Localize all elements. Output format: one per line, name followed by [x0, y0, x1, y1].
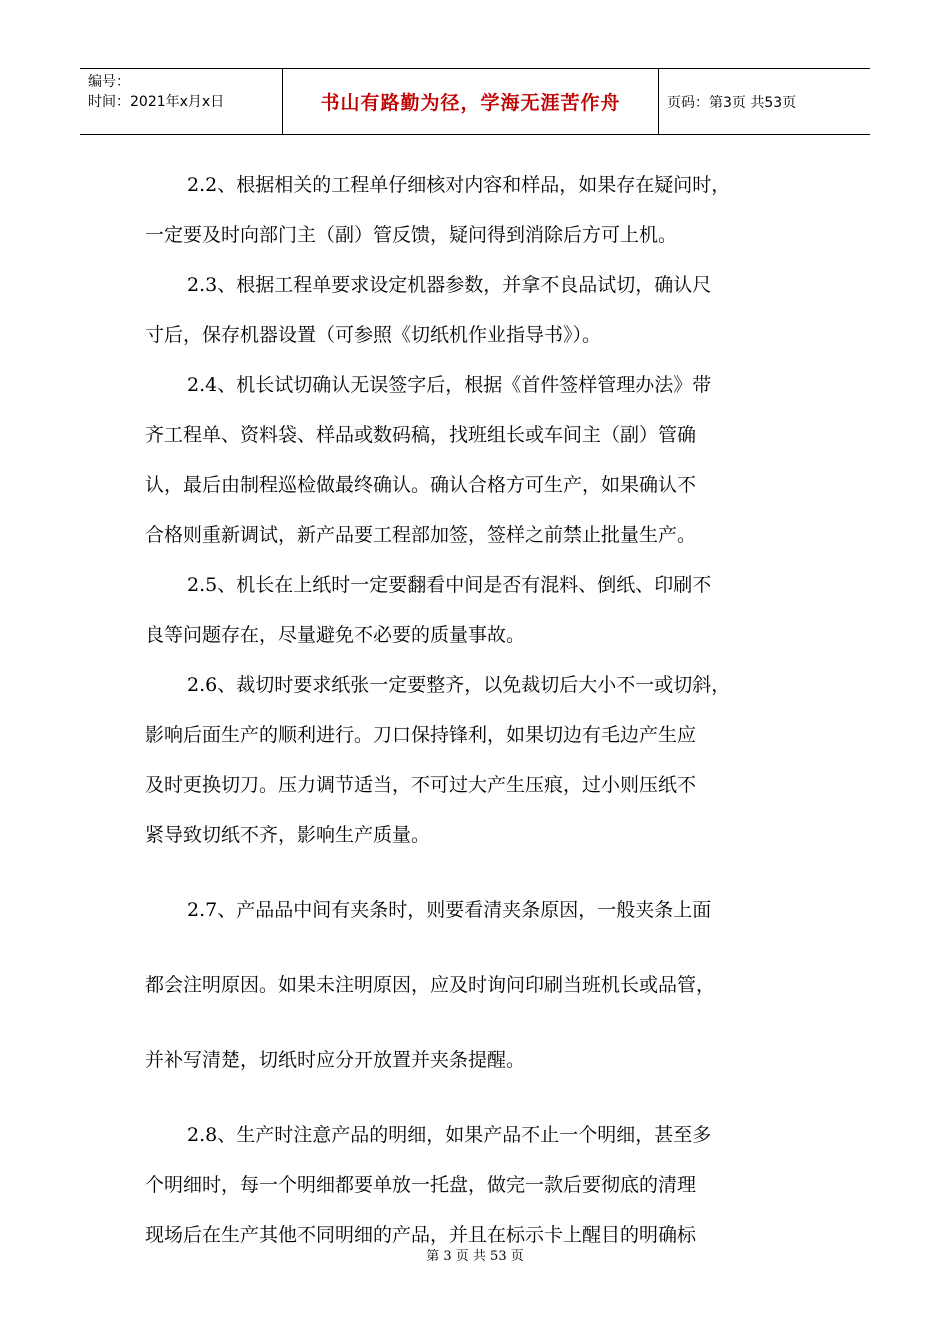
- document-body: [145, 160, 815, 1260]
- motto-text: 书山有路勤为径，学海无涯苦作舟: [320, 92, 621, 114]
- page-footer: 第 3 页 共 53 页: [426, 1249, 524, 1264]
- paragraph-2-3-line-2: 寸后，保存机器设置（可参照《切纸机作业指导书》）。: [145, 324, 602, 346]
- paragraph-2-4-line-4: 合格则重新调试，新产品要工程部加签，签样之前禁止批量生产。: [145, 524, 697, 546]
- paragraph-2-7-line-3: 并补写清楚，切纸时应分开放置并夹条提醒。: [145, 1049, 526, 1071]
- time-label: 时间：2021年x月x日: [88, 94, 225, 110]
- line-spacer: [145, 1010, 815, 1035]
- line-spacer: [145, 935, 815, 960]
- paragraph-2-5-line-1: 2.5、机长在上纸时一定要翻看中间是否有混料、倒纸、印刷不: [187, 574, 712, 596]
- paragraph-2-2-line-1: 2.2、根据相关的工程单仔细核对内容和样品，如果存在疑问时，: [187, 174, 731, 196]
- paragraph-2-8-line-3: 现场后在生产其他不同明细的产品，并且在标示卡上醒目的明确标: [145, 1224, 697, 1246]
- paragraph-2-6-line-1: 2.6、裁切时要求纸张一定要整齐，以免裁切后大小不一或切斜，: [187, 674, 731, 696]
- header-motto-cell: [283, 69, 659, 134]
- paragraph-2-3-line-1: 2.3、根据工程单要求设定机器参数，并拿不良品试切，确认尺: [187, 274, 712, 296]
- paragraph-2-6-line-2: 影响后面生产的顺利进行。刀口保持锋利，如果切边有毛边产生应: [145, 724, 697, 746]
- header-meta: [80, 69, 283, 134]
- header-page-info-cell: [659, 69, 870, 134]
- page-info: 页码：第3页 共53页: [667, 94, 797, 111]
- paragraph-2-4-line-1: 2.4、机长试切确认无误签字后，根据《首件签样管理办法》带: [187, 374, 712, 396]
- paragraph-2-6-line-3: 及时更换切刀。压力调节适当，不可过大产生压痕，过小则压纸不: [145, 774, 697, 796]
- document-header: [80, 68, 870, 135]
- paragraph-2-5-line-2: 良等问题存在，尽量避免不必要的质量事故。: [145, 624, 526, 646]
- paragraph-2-8-line-2: 个明细时，每一个明细都要单放一托盘，做完一款后要彻底的清理: [145, 1174, 697, 1196]
- paragraph-2-7-line-2: 都会注明原因。如果未注明原因，应及时询问印刷当班机长或品管，: [145, 974, 716, 996]
- paragraph-2-8-line-1: 2.8、生产时注意产品的明细，如果产品不止一个明细，甚至多: [187, 1124, 712, 1146]
- line-spacer: [145, 1085, 815, 1110]
- number-label: 编号：: [88, 74, 130, 90]
- paragraph-2-6-line-4: 紧导致切纸不齐，影响生产质量。: [145, 824, 431, 846]
- paragraph-2-4-line-2: 齐工程单、资料袋、样品或数码稿，找班组长或车间主（副）管确: [145, 424, 697, 446]
- paragraph-2-4-line-3: 认，最后由制程巡检做最终确认。确认合格方可生产，如果确认不: [145, 474, 697, 496]
- line-spacer: [145, 860, 815, 885]
- paragraph-2-7-line-1: 2.7、产品品中间有夹条时，则要看清夹条原因，一般夹条上面: [187, 899, 712, 921]
- paragraph-2-2-line-2: 一定要及时向部门主（副）管反馈，疑问得到消除后方可上机。: [145, 224, 678, 246]
